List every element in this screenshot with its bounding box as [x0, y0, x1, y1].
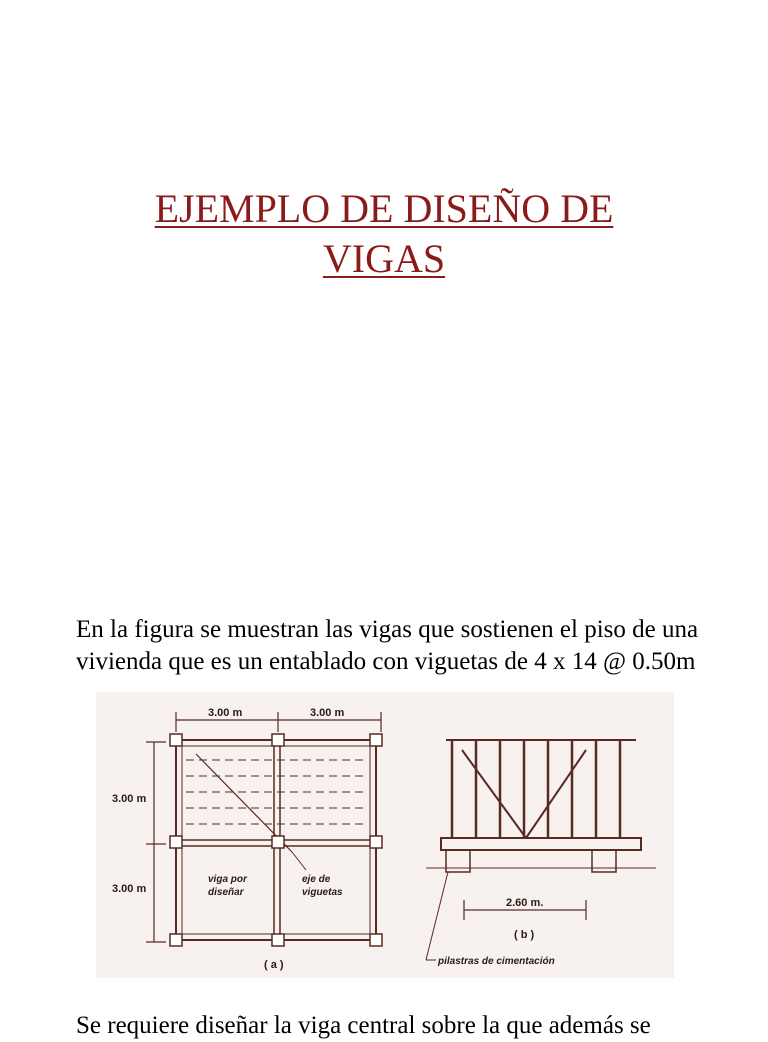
- plan-top-span-right: 3.00 m: [310, 707, 345, 719]
- label-eje-line1: eje de: [302, 874, 331, 885]
- plan-top-span-left: 3.00 m: [208, 707, 243, 719]
- beam-figure: [96, 692, 674, 978]
- intro-paragraph: En la figura se muestran las vigas que sostienen el piso de una vivienda que es un entablado con viguetas de 4 x 14 @ 0.50m: [76, 616, 699, 675]
- label-eje-line2: viguetas: [302, 887, 343, 898]
- beam-figure-drawing: [96, 692, 674, 978]
- document-title: [0, 184, 768, 284]
- title-line-1: EJEMPLO DE DISEÑO DE: [154, 186, 614, 231]
- elevation-span: 2.60 m.: [506, 897, 544, 909]
- plan-side-span-top: 3.00 m: [112, 793, 147, 805]
- plan-caption: ( a ): [264, 959, 284, 971]
- elevation-caption: ( b ): [514, 929, 535, 941]
- label-pilastras: pilastras de cimentación: [438, 956, 555, 967]
- second-paragraph: Se requiere diseñar la viga central sobre la que además se: [76, 1012, 651, 1039]
- label-viga-line2: diseñar: [208, 887, 244, 898]
- title-line-2: VIGAS: [322, 236, 446, 281]
- label-viga-line1: viga por: [208, 874, 247, 885]
- plan-side-span-bottom: 3.00 m: [112, 883, 147, 895]
